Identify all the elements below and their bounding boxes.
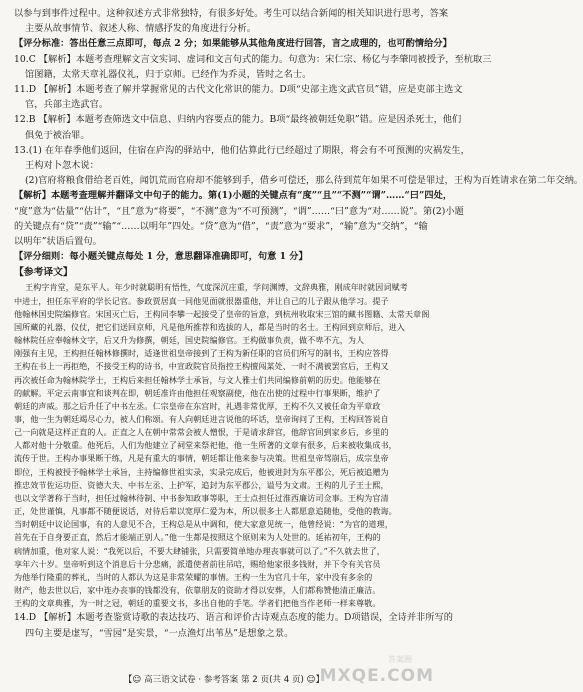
text-line: 他翰林国史院编修官。宋国灭亡后，王构同李攀一起接受了皇帝的旨意，到杭州收取宋三馆的藏书图籍、太常天章阁: [14, 308, 430, 319]
text-line: 王构对卜忽木说：: [25, 160, 99, 172]
text-line: 官，兵部主选武官。: [25, 99, 109, 111]
text-line: 12.B 【解析】本题考查筛选文中信息、归纳内容要点的能力。B项“最终被朝廷免职”错。应是因杀死士，他们: [14, 114, 462, 126]
text-line: 主要从故事情节、叙述人称、情感抒发的角度进行分析。: [25, 23, 256, 35]
section-top: [14, 6, 452, 52]
text-line: 以参与到事件过程中。这种叙述方式非常独特，有很多好处。考生可以结合新闻的相关知识进行思考，答案: [14, 8, 449, 19]
text-line: 【解析】本题考查理解并翻译文中句子的能力。第(1)小题的关键点有“度”“且”“不测”“谓”……“曰”四处，: [14, 190, 453, 202]
question-10: [14, 52, 492, 82]
text-line: 国所藏的礼器、仪仗，把它们送回京师，凡是他所推荐和选拔的人，都是当时的名士。王构回到京师后，进入: [14, 321, 405, 332]
question-14: [14, 610, 454, 640]
text-line: 馆图籍，太常天章礼器仪礼，归于京师。已经作为乔灵，皆时之名士。: [25, 68, 312, 80]
text-line: 王构在书上一再拒绝，不接受王构的诗书，中宣政院官员指控王构擅闯某处、一时不满被罢官后，王构又: [14, 361, 389, 372]
text-line: 王构字肯堂，是东平人。年少时就聪明有悟性，气度深沉庄重，学问渊博，文辞典雅，刚成年时就因词赋考: [25, 282, 408, 293]
reference-translation: [14, 281, 434, 610]
text-line: 13.(1) 在年春季他们返回，住宿在庐沟的驿站中，他们估算此行已经超过了期限，将会有不可预测的灾祸发生，: [14, 144, 470, 156]
grading-note: 【评分标准：答出任意三点即可，每点 2 分；如果能够从其他角度进行回答，言之成理的，也可酌情给分】: [14, 38, 452, 50]
text-line: (2)官府将粮食借给老百姓，闻饥荒而官府却不能够到手，借乡可偿还，那么待到荒年如果不可偿是罪过，王构为百姓请求在第二年交纳。: [25, 175, 583, 187]
question-12: [14, 112, 462, 142]
text-line: 10.C 【解析】本题考查理解文言文实词、虚词和文言句式的能力。句意为：宋仁宗、杨亿与李肇同被授予，至杭取三: [14, 53, 492, 65]
text-line: 中进士，担任东平府的学长记官。参政贾居真一同他见面就很器重他，并让自己的儿子跟从他学习。提子: [14, 295, 389, 306]
text-line: 王构的文章典雅，为一时之冠，朝廷的重要文书，多出自他的手笔。学者们把他当作老师一样来尊敬。: [14, 598, 381, 609]
text-line: 财产，他去世以后，家中连办丧事的钱都没有，依靠朋友的资助才得以安葬，人们都称赞他清正廉洁。: [14, 585, 381, 596]
text-line: 病情加重，他对家人说：“我死以后，不要大肆铺张，只需要简单地办理丧事就可以了。”不久就去世了，: [14, 545, 385, 556]
text-line: 首先在于自身要正直，然后才能端正别人。”他一生都是按照这个原则来为人处世的。延祐初年，王构的: [14, 532, 381, 543]
text-line: 人都对他十分敬重。他死后，人们为他建立了祠堂来祭祀他，他一生所著的文章有很多，后来被收集成书，: [14, 440, 397, 451]
text-line: 推忠效节佐运功臣、资德大夫、中书左丞、上护军，追封为东平郡公，谥号为文肃。王构的儿子王士熙，: [14, 479, 389, 490]
text-line: 刚强有主见，王构担任翰林修撰时，适逢世祖皇帝接到了王构为新任职的官员们所写的制书，王构应答得: [14, 348, 389, 359]
text-line: 也以文学著称于当时，担任过翰林待制、中书参知政事等职，王士点担任过淮西廉访司佥事。王构为官清: [14, 492, 389, 503]
text-line: 以明年”状语后置句。: [14, 236, 102, 248]
text-line: 当时朝廷中议论国事，有的人意见不合，王构总是从中调和，使大家意见统一，他曾经说：“为官的道理，: [14, 519, 393, 530]
text-line: 朝廷的声威。那之后升任了中书左丞。仁宗皇帝在东宫时，礼遇非常优厚，王构不久又被任命为平章政: [14, 400, 381, 411]
reference-translation-title: 【参考译文】: [14, 267, 73, 279]
text-line: 11.D 【解析】本题考查了解并掌握常见的古代文化常识的能力。D项“史部主选文武官员”错，应是吏部主选文: [14, 84, 463, 96]
page-footer: [0, 673, 448, 685]
text-line: “度”意为“估量”“估计”，“且”意为“将要”，“不测”意为“不可预测”，“谓”……“曰”意为“对……说”。第(2)小题: [14, 205, 464, 217]
text-line: 正，处世谨慎，凡事都不随便说话，对待后辈以宽厚仁爱为本，所以很多士人都愿意追随他，受他的教诲。: [14, 506, 397, 517]
text-line: 的关键点有“贷”“责”“输”“……以明年”四处。“贷”意为“借”，“责”意为“要求”，“输”意为“交纳”，“输: [14, 220, 428, 232]
footer-text: 【☺ 高三语文试卷 · 参考答案 第 2 页(共 4 页) ☺】: [123, 675, 325, 685]
text-line: 14.D 【解析】本题考查鉴赏诗歌的表达技巧、语言和评价古诗观点态度的能力。D项错误，全诗并非所写的: [14, 612, 454, 624]
text-line: 即位，王构被授予翰林学士承旨，主持编修世祖实录，实录完成后，他被进封为东平郡公，死后被追赠为: [14, 466, 389, 477]
watermark-logo: MXQE.COM: [319, 666, 434, 686]
text-line: 再次被任命为翰林院学士，王构后来担任翰林学士承旨，与文人雅士们共同编修前朝的历史。他能够在: [14, 374, 381, 385]
question-13: [14, 143, 583, 265]
text-line: 享年六十岁。皇帝听到这个消息后十分悲痛，派遣使者前往吊唁，赐给他家很多钱财，并下令有关官员: [14, 558, 381, 569]
text-line: 的献解。平定云南事宜和谈判在即，朝廷准许由他担任观察副使，他在出使的过程中行事果断，维护了: [14, 387, 381, 398]
text-line: 为他举行隆重的葬礼，当时的人都认为这是非常荣耀的事情。王构一生为官几十年，家中没有多余的: [14, 571, 373, 582]
text-line: 翰林院任应奉翰林文字，后又升为修撰，朝廷，国史院编修官。王构做事负责，做不卑不亢，为人: [14, 335, 365, 346]
text-line: 流传于世。王构办事果断干练，凡是有重大的事情，朝廷都让他来参与决策。世祖皇帝驾崩后，成宗皇帝: [14, 453, 389, 464]
watermark-subtext: 答案圈: [388, 655, 412, 664]
text-line: 事，他一生为朝廷竭尽心力，被人们称颂。有人向朝廷进言说他的坏话，皇帝询问了王构，王构回答说自: [14, 414, 389, 425]
text-line: 四句主要是虚写，“雪园”是实景，“一点渔灯出苇丛”是想象之景。: [25, 627, 294, 639]
text-line: 俱免于被治罪。: [25, 129, 90, 141]
text-line: 己一向就是这样正直的人。正直之人在朝中常常会被人憎恨，于是请求辞官，他辞官回到家乡后，乡里的: [14, 427, 389, 438]
question-11: [14, 82, 463, 112]
grading-note: 【评分细则：每小题关键点每处 1 分，意思翻译准确即可，句意 1 分】: [14, 251, 308, 263]
